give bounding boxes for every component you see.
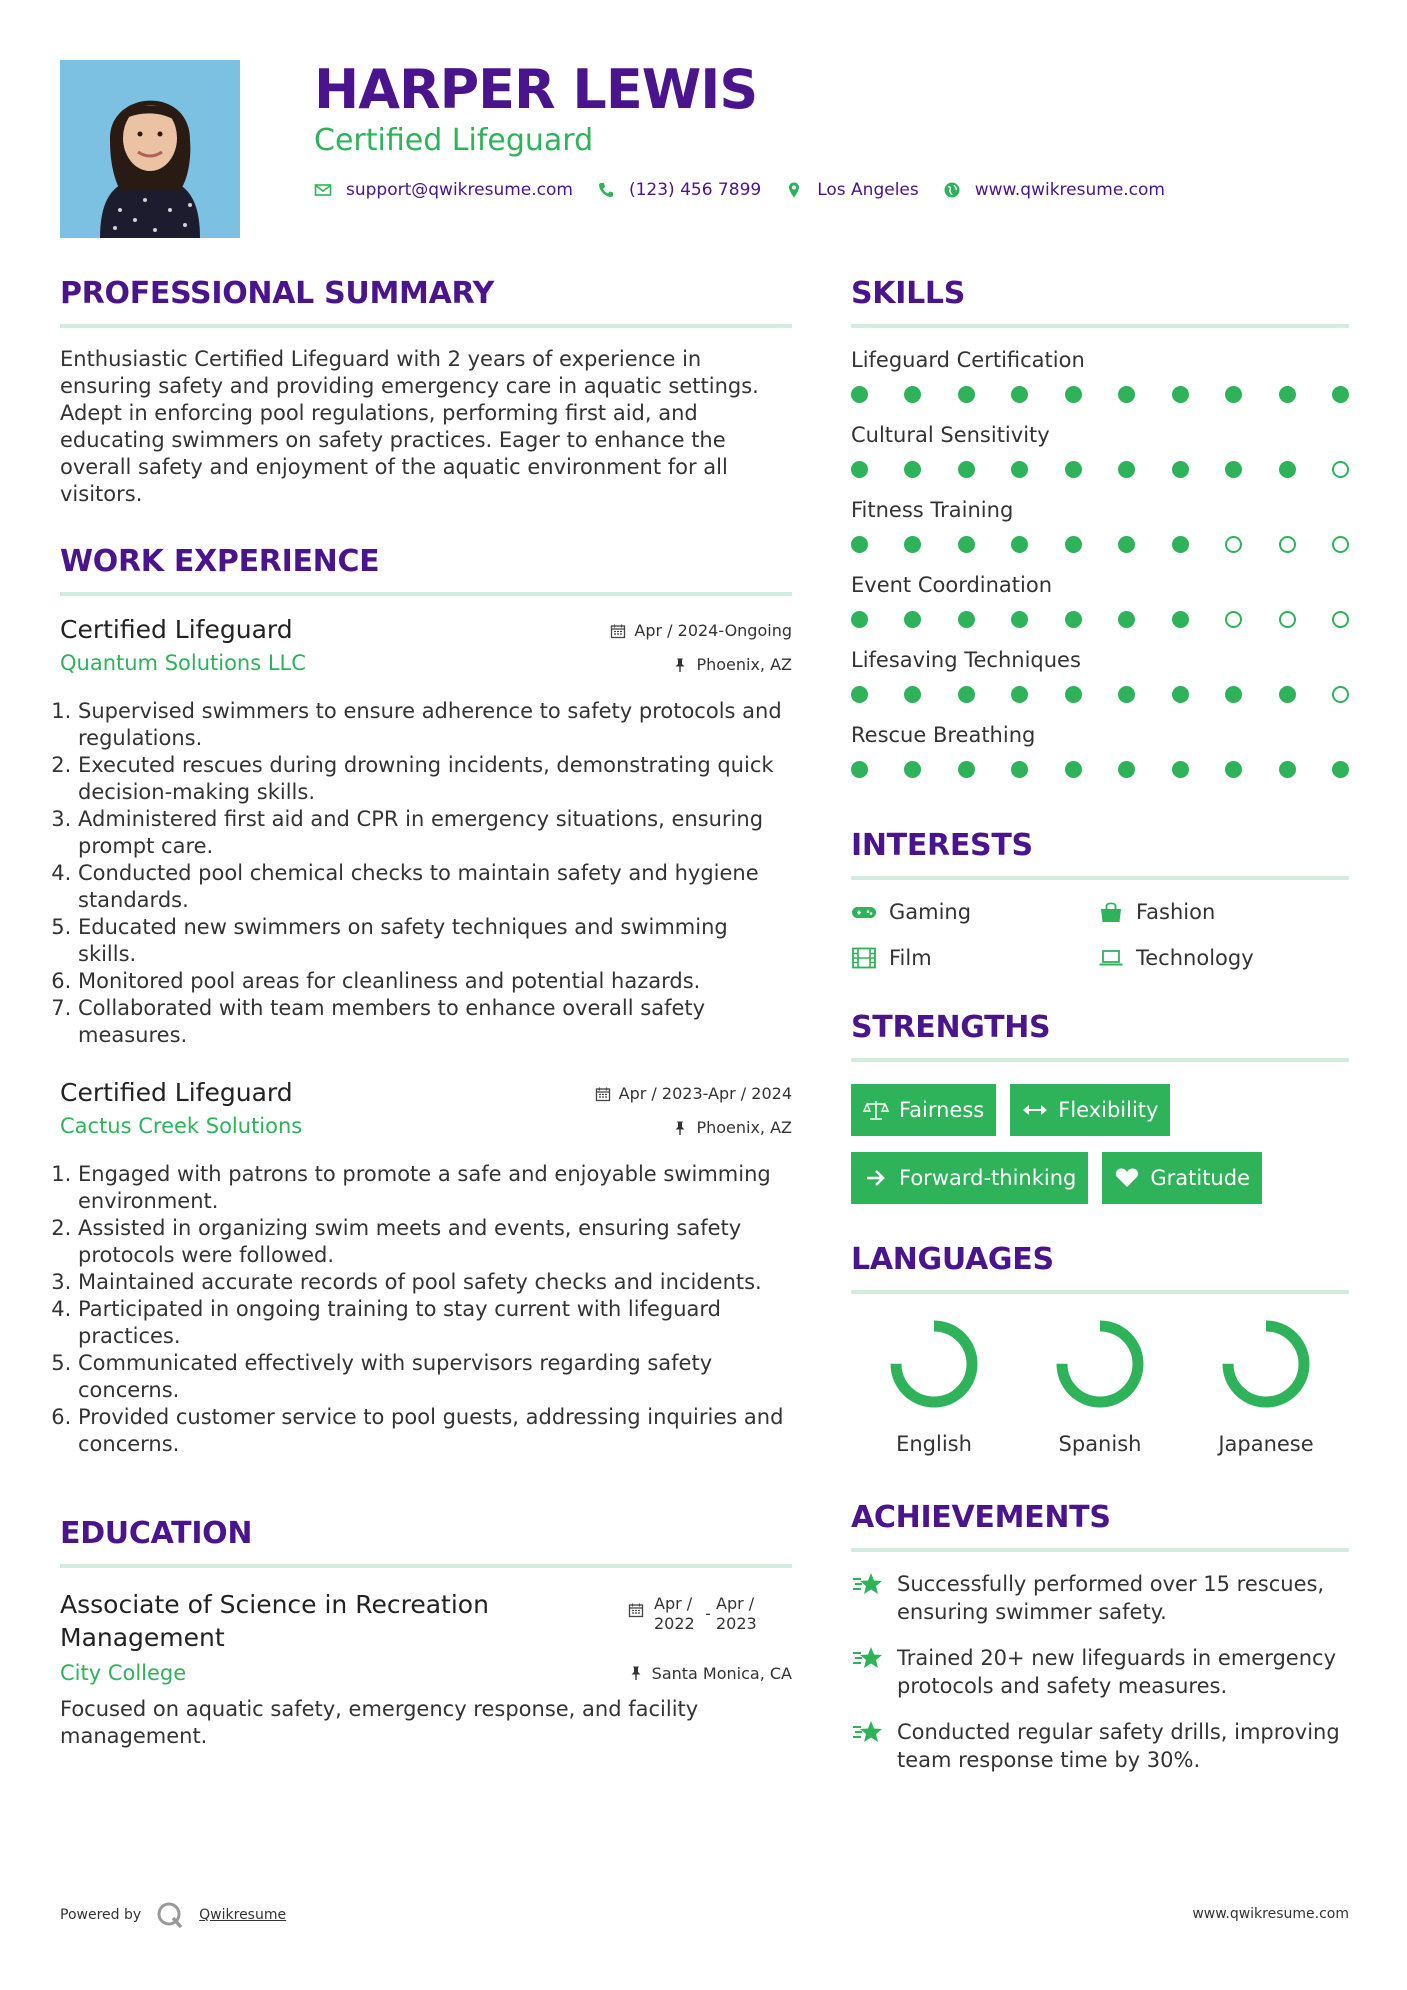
- strength-badge: [851, 1084, 996, 1136]
- rating-dot-empty: [1279, 611, 1296, 628]
- pushpin-icon: [672, 1120, 688, 1136]
- achievements-section: [851, 1500, 1349, 1774]
- skill-rating: [851, 386, 1349, 403]
- rating-dot-filled: [1172, 536, 1189, 553]
- rating-dot-filled: [1011, 611, 1028, 628]
- rating-dot-filled: [958, 386, 975, 403]
- rating-dot-filled: [851, 611, 868, 628]
- brand-link[interactable]: Qwikresume: [199, 1907, 287, 1923]
- list-item: 3. Administered first aid and CPR in emergency situations, ensuring prompt care.: [78, 806, 792, 860]
- skill-rating: [851, 536, 1349, 553]
- envelope-icon: [314, 181, 332, 199]
- education-location: Santa Monica, CA: [651, 1663, 792, 1683]
- balance-scale-icon: [863, 1099, 889, 1121]
- calendar-icon: [628, 1602, 644, 1618]
- language-item: [1017, 1318, 1183, 1458]
- interest-label: Fashion: [1136, 900, 1216, 924]
- strengths-section: [851, 1010, 1349, 1220]
- rating-dot-filled: [1225, 461, 1242, 478]
- rating-dot-filled: [1225, 686, 1242, 703]
- section-divider: [851, 324, 1349, 328]
- rating-dot-filled: [1172, 761, 1189, 778]
- language-proficiency-arc: [1228, 1326, 1304, 1402]
- map-marker-icon: [785, 181, 803, 199]
- job-role: Certified Lifeguard: [60, 1078, 293, 1107]
- pushpin-icon: [672, 657, 688, 673]
- globe-icon: [943, 181, 961, 199]
- skills-list: [851, 346, 1349, 778]
- gamepad-icon: [851, 901, 877, 923]
- list-item: 2. Assisted in organizing swim meets and events, ensuring safety protocols were followed.: [78, 1215, 792, 1269]
- language-proficiency-ring: [1220, 1318, 1312, 1410]
- rating-dot-filled: [851, 536, 868, 553]
- list-item: 4. Participated in ongoing training to stay current with lifeguard practices.: [78, 1296, 792, 1350]
- skill-rating: [851, 611, 1349, 628]
- strength-label: Flexibility: [1058, 1098, 1159, 1122]
- star-trophy-icon: [851, 1644, 885, 1674]
- rating-dot-filled: [1225, 761, 1242, 778]
- candidate-title: Certified Lifeguard: [314, 123, 594, 158]
- languages-heading: LANGUAGES: [851, 1242, 1054, 1277]
- work-heading: WORK EXPERIENCE: [60, 544, 380, 579]
- language-proficiency-arc: [1062, 1326, 1138, 1402]
- rating-dot-filled: [1011, 761, 1028, 778]
- achievements-heading: ACHIEVEMENTS: [851, 1500, 1111, 1535]
- job-dates: Apr / 2024-Ongoing: [634, 621, 792, 640]
- education-section: [60, 1516, 792, 1750]
- rating-dot-filled: [1011, 536, 1028, 553]
- contact-phone[interactable]: [597, 180, 761, 200]
- rating-dot-filled: [1172, 461, 1189, 478]
- languages-section: [851, 1242, 1349, 1458]
- rating-dot-filled: [1118, 386, 1135, 403]
- rating-dot-empty: [1279, 536, 1296, 553]
- contact-bar: [314, 178, 1189, 202]
- footer-url[interactable]: www.qwikresume.com: [1192, 1906, 1349, 1922]
- skill-item: [851, 721, 1349, 778]
- section-divider: [851, 1058, 1349, 1062]
- list-item: 7. Collaborated with team members to enhance overall safety measures.: [78, 995, 792, 1049]
- contact-location: [785, 180, 919, 200]
- strength-label: Gratitude: [1150, 1166, 1250, 1190]
- language-name: Japanese: [1218, 1432, 1314, 1456]
- skill-item: [851, 571, 1349, 628]
- heart-icon: [1114, 1167, 1140, 1189]
- job-dates: Apr / 2023-Apr / 2024: [618, 1084, 792, 1103]
- rating-dot-filled: [1332, 386, 1349, 403]
- rating-dot-filled: [958, 611, 975, 628]
- education-degree: Associate of Science in Recreation Management: [60, 1590, 489, 1652]
- achievement-item: [851, 1718, 1349, 1774]
- strength-label: Forward-thinking: [899, 1166, 1077, 1190]
- skill-name: Rescue Breathing: [851, 723, 1036, 747]
- strength-label: Fairness: [899, 1098, 985, 1122]
- interest-label: Film: [889, 946, 932, 970]
- rating-dot-filled: [1279, 386, 1296, 403]
- job-responsibilities: [60, 698, 792, 1049]
- qwikresume-logo-icon: [155, 1900, 185, 1930]
- language-proficiency-arc: [896, 1326, 972, 1402]
- skill-rating: [851, 686, 1349, 703]
- achievement-text: Successfully performed over 15 rescues, ensuring swimmer safety.: [897, 1572, 1325, 1624]
- section-divider: [60, 324, 792, 328]
- rating-dot-filled: [958, 761, 975, 778]
- contact-location-text: Los Angeles: [817, 180, 919, 200]
- rating-dot-filled: [1065, 536, 1082, 553]
- job-company: Cactus Creek Solutions: [60, 1114, 303, 1138]
- rating-dot-filled: [851, 761, 868, 778]
- rating-dot-filled: [1279, 461, 1296, 478]
- education-dates: [628, 1594, 762, 1654]
- interest-item: [1098, 898, 1345, 926]
- achievement-text: Trained 20+ new lifeguards in emergency protocols and safety measures.: [897, 1646, 1337, 1698]
- rating-dot-filled: [1118, 461, 1135, 478]
- skill-name: Fitness Training: [851, 498, 1014, 522]
- rating-dot-filled: [1065, 386, 1082, 403]
- job-location: Phoenix, AZ: [696, 1118, 792, 1137]
- arrow-right-icon: [863, 1167, 889, 1189]
- achievement-text: Conducted regular safety drills, improving team response time by 30%.: [897, 1720, 1340, 1772]
- rating-dot-filled: [1118, 686, 1135, 703]
- rating-dot-filled: [1332, 761, 1349, 778]
- rating-dot-filled: [1011, 461, 1028, 478]
- interest-item: [851, 898, 1098, 926]
- language-item: [851, 1318, 1017, 1458]
- job-entry: [60, 1077, 792, 1458]
- rating-dot-filled: [1118, 611, 1135, 628]
- date-separator: -: [705, 1604, 711, 1623]
- rating-dot-filled: [1011, 686, 1028, 703]
- rating-dot-filled: [904, 686, 921, 703]
- language-name: English: [896, 1432, 972, 1456]
- rating-dot-filled: [1225, 386, 1242, 403]
- skill-item: [851, 646, 1349, 703]
- rating-dot-filled: [1279, 686, 1296, 703]
- language-name: Spanish: [1058, 1432, 1142, 1456]
- rating-dot-filled: [904, 611, 921, 628]
- candidate-name: HARPER LEWIS: [314, 58, 758, 121]
- calendar-icon: [610, 623, 626, 639]
- shopping-bag-icon: [1098, 901, 1124, 923]
- profile-photo: [60, 60, 240, 238]
- job-company: Quantum Solutions LLC: [60, 651, 306, 675]
- section-divider: [60, 1564, 792, 1568]
- rating-dot-filled: [1065, 761, 1082, 778]
- achievement-item: [851, 1644, 1349, 1700]
- star-trophy-icon: [851, 1718, 885, 1748]
- rating-dot-filled: [1172, 386, 1189, 403]
- rating-dot-filled: [1065, 686, 1082, 703]
- language-proficiency-ring: [888, 1318, 980, 1410]
- contact-website[interactable]: [943, 180, 1165, 200]
- list-item: 5. Educated new swimmers on safety techniques and swimming skills.: [78, 914, 792, 968]
- rating-dot-filled: [958, 461, 975, 478]
- languages-list: [851, 1318, 1349, 1458]
- rating-dot-filled: [904, 461, 921, 478]
- list-item: 1. Engaged with patrons to promote a safe and enjoyable swimming environment.: [78, 1161, 792, 1215]
- section-divider: [851, 1548, 1349, 1552]
- rating-dot-filled: [1065, 611, 1082, 628]
- list-item: 1. Supervised swimmers to ensure adherence to safety protocols and regulations.: [78, 698, 792, 752]
- rating-dot-filled: [1172, 611, 1189, 628]
- list-item: 6. Monitored pool areas for cleanliness and potential hazards.: [78, 968, 792, 995]
- job-role: Certified Lifeguard: [60, 615, 293, 644]
- rating-dot-empty: [1332, 461, 1349, 478]
- rating-dot-filled: [851, 461, 868, 478]
- star-trophy-icon: [851, 1570, 885, 1600]
- skills-section: [851, 276, 1349, 778]
- pushpin-icon: [628, 1665, 644, 1681]
- job-entry: [60, 614, 792, 1049]
- rating-dot-filled: [1279, 761, 1296, 778]
- list-item: 2. Executed rescues during drowning incidents, demonstrating quick decision-making skills.: [78, 752, 792, 806]
- rating-dot-empty: [1332, 536, 1349, 553]
- language-item: [1183, 1318, 1349, 1458]
- skill-item: [851, 496, 1349, 553]
- list-item: 3. Maintained accurate records of pool safety checks and incidents.: [78, 1269, 792, 1296]
- rating-dot-filled: [851, 386, 868, 403]
- contact-website-text: www.qwikresume.com: [974, 180, 1165, 200]
- rating-dot-filled: [1118, 761, 1135, 778]
- skill-name: Lifeguard Certification: [851, 348, 1085, 372]
- contact-email-text: support@qwikresume.com: [346, 180, 573, 200]
- work-section: [60, 544, 792, 1458]
- interests-heading: INTERESTS: [851, 828, 1033, 863]
- strength-badge: [851, 1152, 1088, 1204]
- list-item: 6. Provided customer service to pool guests, addressing inquiries and concerns.: [78, 1404, 792, 1458]
- arrows-horizontal-icon: [1022, 1099, 1048, 1121]
- rating-dot-filled: [904, 386, 921, 403]
- list-item: 5. Communicated effectively with supervisors regarding safety concerns.: [78, 1350, 792, 1404]
- left-column: [60, 276, 792, 1750]
- rating-dot-empty: [1225, 611, 1242, 628]
- strength-badge: [1102, 1152, 1262, 1204]
- film-icon: [851, 947, 877, 969]
- section-divider: [60, 592, 792, 596]
- summary-text: Enthusiastic Certified Lifeguard with 2 years of experience in ensuring safety and providing emergency care in aquatic settings. Adept in enforcing pool regulations, performing first aid, and educating swimmers on safety practices. Eager to enhance the overall safety and enjoyment of the aquatic environment for all visitors.: [60, 347, 759, 506]
- rating-dot-empty: [1332, 686, 1349, 703]
- education-end-date: Apr / 2023: [716, 1594, 757, 1633]
- contact-phone-text: (123) 456 7899: [628, 180, 762, 200]
- education-school: City College: [60, 1661, 187, 1685]
- interest-label: Technology: [1136, 946, 1254, 970]
- strength-badge: [1010, 1084, 1170, 1136]
- section-divider: [851, 876, 1349, 880]
- rating-dot-filled: [851, 686, 868, 703]
- powered-by-text: Powered by: [60, 1907, 142, 1923]
- contact-email[interactable]: [314, 180, 573, 200]
- rating-dot-filled: [904, 761, 921, 778]
- education-heading: EDUCATION: [60, 1516, 253, 1551]
- list-item: 4. Conducted pool chemical checks to maintain safety and hygiene standards.: [78, 860, 792, 914]
- education-description: Focused on aquatic safety, emergency response, and facility management.: [60, 1697, 699, 1748]
- skill-item: [851, 346, 1349, 403]
- skill-item: [851, 421, 1349, 478]
- rating-dot-filled: [1065, 461, 1082, 478]
- interests-section: [851, 828, 1349, 972]
- interest-label: Gaming: [889, 900, 972, 924]
- section-divider: [851, 1290, 1349, 1294]
- phone-icon: [597, 181, 615, 199]
- rating-dot-filled: [1118, 536, 1135, 553]
- education-start-date: Apr / 2022: [654, 1594, 695, 1633]
- skill-name: Cultural Sensitivity: [851, 423, 1050, 447]
- job-responsibilities: [60, 1161, 792, 1458]
- summary-section: [60, 276, 792, 508]
- rating-dot-filled: [1011, 386, 1028, 403]
- rating-dot-empty: [1332, 611, 1349, 628]
- footer-powered-by: [60, 1900, 286, 1930]
- rating-dot-filled: [958, 686, 975, 703]
- interest-item: [1098, 944, 1345, 972]
- strengths-heading: STRENGTHS: [851, 1010, 1051, 1045]
- summary-heading: PROFESSIONAL SUMMARY: [60, 276, 495, 311]
- laptop-icon: [1098, 947, 1124, 969]
- skill-name: Lifesaving Techniques: [851, 648, 1081, 672]
- rating-dot-filled: [1172, 686, 1189, 703]
- skill-rating: [851, 761, 1349, 778]
- skill-name: Event Coordination: [851, 573, 1053, 597]
- skills-heading: SKILLS: [851, 276, 966, 311]
- interest-item: [851, 944, 1098, 972]
- rating-dot-filled: [958, 536, 975, 553]
- job-location: Phoenix, AZ: [696, 655, 792, 674]
- skill-rating: [851, 461, 1349, 478]
- right-column: [851, 276, 1349, 1774]
- rating-dot-empty: [1225, 536, 1242, 553]
- achievement-item: [851, 1570, 1349, 1626]
- language-proficiency-ring: [1054, 1318, 1146, 1410]
- rating-dot-filled: [904, 536, 921, 553]
- calendar-icon: [595, 1086, 611, 1102]
